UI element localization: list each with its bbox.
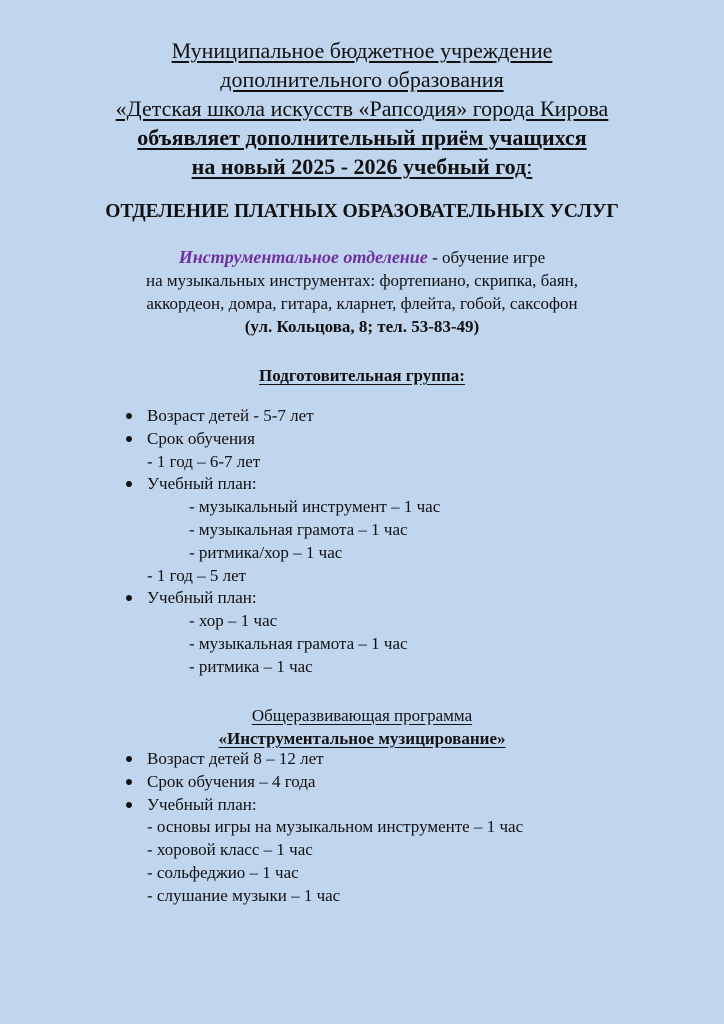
- list-item-text: Учебный план:: [147, 588, 257, 608]
- bullet-icon: [126, 756, 132, 762]
- list-item: [0, 794, 724, 817]
- contact-address: (ул. Кольцова, 8; тел. 53-83-49): [244, 317, 480, 336]
- bullet-icon: [126, 436, 132, 442]
- instrumental-department-desc: - обучение игре: [427, 248, 546, 267]
- list-item: [0, 473, 724, 496]
- list-item: [0, 428, 724, 451]
- institution-name: «Детская школа искусств «Рапсодия» города Кирова: [115, 96, 609, 121]
- program-name: «Инструментальное музицирование»: [218, 729, 506, 748]
- list-item-text: - музыкальная грамота – 1 час: [189, 519, 408, 539]
- list-item-text: - хор – 1 час: [189, 611, 278, 631]
- list-item: [0, 587, 724, 610]
- list-item-text: - 1 год – 5 лет: [147, 565, 247, 585]
- program-list: [0, 748, 724, 908]
- instrumental-description: [0, 246, 724, 338]
- list-item-text: - основы игры на музыкальном инструменте – 1 час: [147, 817, 524, 837]
- list-item: [0, 816, 724, 839]
- list-item: [0, 405, 724, 428]
- program-title: [0, 704, 724, 750]
- school-year-line: на новый 2025 - 2026 учебный год: [191, 154, 527, 179]
- list-item: [0, 451, 724, 474]
- list-item-text: - музыкальная грамота – 1 час: [189, 633, 408, 653]
- program-type: Общеразвивающая программа: [251, 706, 473, 725]
- list-item-text: Возраст детей 8 – 12 лет: [147, 749, 324, 768]
- instrumental-department-name: Инструментальное отделение: [178, 247, 428, 267]
- instruments-line-1: на музыкальных инструментах: фортепиано, скрипка, баян,: [146, 271, 578, 290]
- prep-group-title: Подготовительная группа:: [259, 366, 465, 385]
- bullet-icon: [126, 779, 132, 785]
- list-item-text: - сольфеджио – 1 час: [147, 862, 299, 882]
- list-item: [0, 610, 724, 633]
- list-item: [0, 633, 724, 656]
- list-item-text: - 1 год – 6-7 лет: [147, 451, 261, 471]
- list-item-text: - слушание музыки – 1 час: [147, 885, 341, 905]
- list-item: [0, 519, 724, 542]
- list-item-text: Учебный план:: [147, 474, 257, 494]
- list-item: [0, 748, 724, 771]
- list-item: [0, 839, 724, 862]
- bullet-icon: [126, 802, 132, 808]
- bullet-icon: [126, 413, 132, 419]
- list-item: [0, 656, 724, 679]
- list-item: [0, 565, 724, 588]
- list-item: [0, 862, 724, 885]
- list-item-text: Срок обучения – 4 года: [147, 771, 316, 791]
- list-item-text: - музыкальный инструмент – 1 час: [189, 497, 441, 517]
- list-item-text: - хоровой класс – 1 час: [147, 840, 313, 860]
- bullet-icon: [126, 481, 132, 487]
- list-item-text: Возраст детей - 5-7 лет: [147, 406, 314, 425]
- institution-type: Муниципальное бюджетное учреждение: [171, 38, 553, 63]
- list-item: [0, 542, 724, 565]
- bullet-icon: [126, 595, 132, 601]
- department-title: ОТДЕЛЕНИЕ ПЛАТНЫХ ОБРАЗОВАТЕЛЬНЫХ УСЛУГ: [105, 201, 619, 222]
- header-block: [0, 36, 724, 181]
- institution-education: дополнительного образования: [220, 67, 504, 92]
- instruments-line-2: аккордеон, домра, гитара, кларнет, флейта, гобой, саксофон: [146, 294, 578, 313]
- list-item-text: Срок обучения: [147, 428, 255, 448]
- list-item-text: Учебный план:: [147, 794, 257, 814]
- list-item: [0, 885, 724, 908]
- school-year-colon: :: [526, 154, 533, 179]
- prep-group-list: [0, 405, 724, 679]
- announcement-line: объявляет дополнительный приём учащихся: [137, 125, 587, 150]
- list-item-text: - ритмика – 1 час: [189, 656, 313, 676]
- list-item: [0, 771, 724, 794]
- list-item-text: - ритмика/хор – 1 час: [189, 542, 343, 562]
- list-item: [0, 496, 724, 519]
